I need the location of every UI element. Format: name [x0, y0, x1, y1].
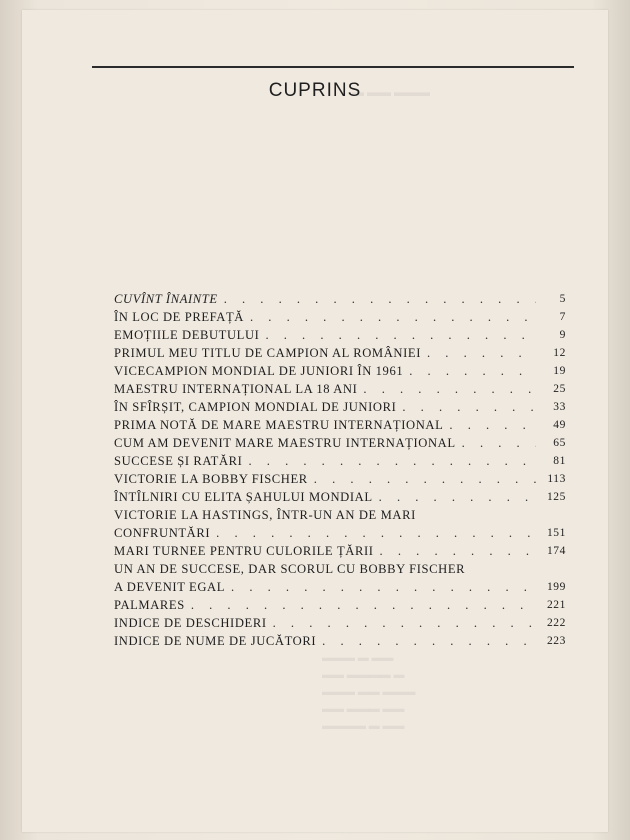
- toc-entry: [114, 452, 566, 470]
- toc-entry: [114, 614, 566, 632]
- toc-page-number: 49: [553, 419, 566, 431]
- toc-entry: [114, 344, 566, 362]
- toc-page-number: 7: [559, 311, 566, 323]
- toc-page-number: 5: [559, 293, 566, 305]
- toc-entry: [114, 326, 566, 344]
- toc-entry: [114, 470, 566, 488]
- dot-leader: [231, 578, 536, 596]
- show-through-texture-lower: ▬▬▬ ▬ ▬▬ ▬▬ ▬▬▬▬ ▬ ▬▬▬ ▬▬ ▬▬▬ ▬▬ ▬▬▬ ▬▬ ▬▬▬▬ ▬ ▬▬: [322, 652, 416, 732]
- toc-entry-title: VICTORIE LA BOBBY FISCHER: [114, 472, 308, 486]
- dot-leader: [427, 344, 536, 362]
- dot-leader: [462, 434, 536, 452]
- toc-entry-title: A DEVENIT EGAL: [114, 580, 226, 594]
- dot-leader: [273, 614, 536, 632]
- toc-entry-title: SUCCESE ȘI RATĂRI: [114, 454, 243, 468]
- toc-entry-title: PRIMUL MEU TITLU DE CAMPION AL ROMÂNIEI: [114, 346, 421, 360]
- dot-leader: [380, 542, 536, 560]
- toc-entry-title: MARI TURNEE PENTRU CULORILE ȚĂRII: [114, 544, 374, 558]
- toc-page-number: 33: [553, 401, 566, 413]
- toc-entry-title: PALMARES: [114, 598, 185, 612]
- toc-page-number: 25: [553, 383, 566, 395]
- dot-leader: [402, 398, 536, 416]
- toc-entry: [114, 434, 566, 452]
- table-of-contents: [114, 290, 566, 650]
- dot-leader: [379, 488, 536, 506]
- toc-entry: [114, 290, 566, 308]
- dot-leader: [265, 326, 536, 344]
- toc-entry-title: MAESTRU INTERNAȚIONAL LA 18 ANI: [114, 382, 358, 396]
- dot-leader: [409, 362, 536, 380]
- toc-entry: [114, 398, 566, 416]
- toc-entry-title: EMOȚIILE DEBUTULUI: [114, 328, 260, 342]
- toc-page-number: 12: [553, 347, 566, 359]
- toc-page-number: 222: [546, 617, 566, 629]
- toc-entry: [114, 416, 566, 434]
- toc-entry: [114, 560, 566, 596]
- toc-page-number: 151: [546, 527, 566, 539]
- dot-leader: [250, 308, 536, 326]
- toc-entry-title: INDICE DE NUME DE JUCĂTORI: [114, 634, 317, 648]
- dot-leader: [322, 632, 536, 650]
- toc-entry-title: INDICE DE DESCHIDERI: [114, 616, 267, 630]
- toc-page-number: 223: [546, 635, 566, 647]
- toc-entry-title: VICTORIE LA HASTINGS, ÎNTR-UN AN DE MARI: [114, 508, 416, 522]
- toc-page-number: 174: [546, 545, 566, 557]
- page-title: CUPRINS: [268, 80, 362, 101]
- toc-page-number: 221: [546, 599, 566, 611]
- dot-leader: [191, 596, 536, 614]
- toc-entry: [114, 596, 566, 614]
- toc-entry: [114, 308, 566, 326]
- toc-entry: [114, 362, 566, 380]
- dot-leader: [449, 416, 536, 434]
- toc-page-number: 113: [547, 473, 566, 485]
- toc-entry: [114, 380, 566, 398]
- toc-page-number: 125: [546, 491, 566, 503]
- toc-entry: [114, 632, 566, 650]
- toc-page-number: 65: [553, 437, 566, 449]
- toc-entry-title: ÎNTÎLNIRI CU ELITA ȘAHULUI MONDIAL: [114, 490, 373, 504]
- toc-page-number: 19: [553, 365, 566, 377]
- toc-entry-title: CUVÎNT ÎNAINTE: [114, 292, 218, 306]
- toc-page-number: 81: [553, 455, 566, 467]
- toc-entry-title: ÎN SFÎRȘIT, CAMPION MONDIAL DE JUNIORI: [114, 400, 397, 414]
- toc-entry-title: PRIMA NOTĂ DE MARE MAESTRU INTERNAȚIONAL: [114, 418, 444, 432]
- toc-entry-title: CUM AM DEVENIT MARE MAESTRU INTERNAȚIONAL: [114, 436, 456, 450]
- dot-leader: [224, 290, 536, 308]
- toc-page-number: 9: [559, 329, 566, 341]
- toc-entry-title: CONFRUNTĂRI: [114, 526, 211, 540]
- show-through-texture: ▬ ▬▬ ▬▬▬: [352, 85, 430, 99]
- dot-leader: [216, 524, 536, 542]
- toc-entry-title: ÎN LOC DE PREFAȚĂ: [114, 310, 244, 324]
- toc-entry: [114, 542, 566, 560]
- dot-leader: [363, 380, 536, 398]
- book-page: [22, 10, 608, 832]
- toc-entry-title: UN AN DE SUCCESE, DAR SCORUL CU BOBBY FISCHER: [114, 562, 466, 576]
- dot-leader: [248, 452, 536, 470]
- toc-page-number: 199: [546, 581, 566, 593]
- toc-entry: [114, 488, 566, 506]
- toc-entry: [114, 506, 566, 542]
- toc-entry-title: VICECAMPION MONDIAL DE JUNIORI ÎN 1961: [114, 364, 404, 378]
- dot-leader: [314, 470, 536, 488]
- header-rule: [92, 66, 574, 68]
